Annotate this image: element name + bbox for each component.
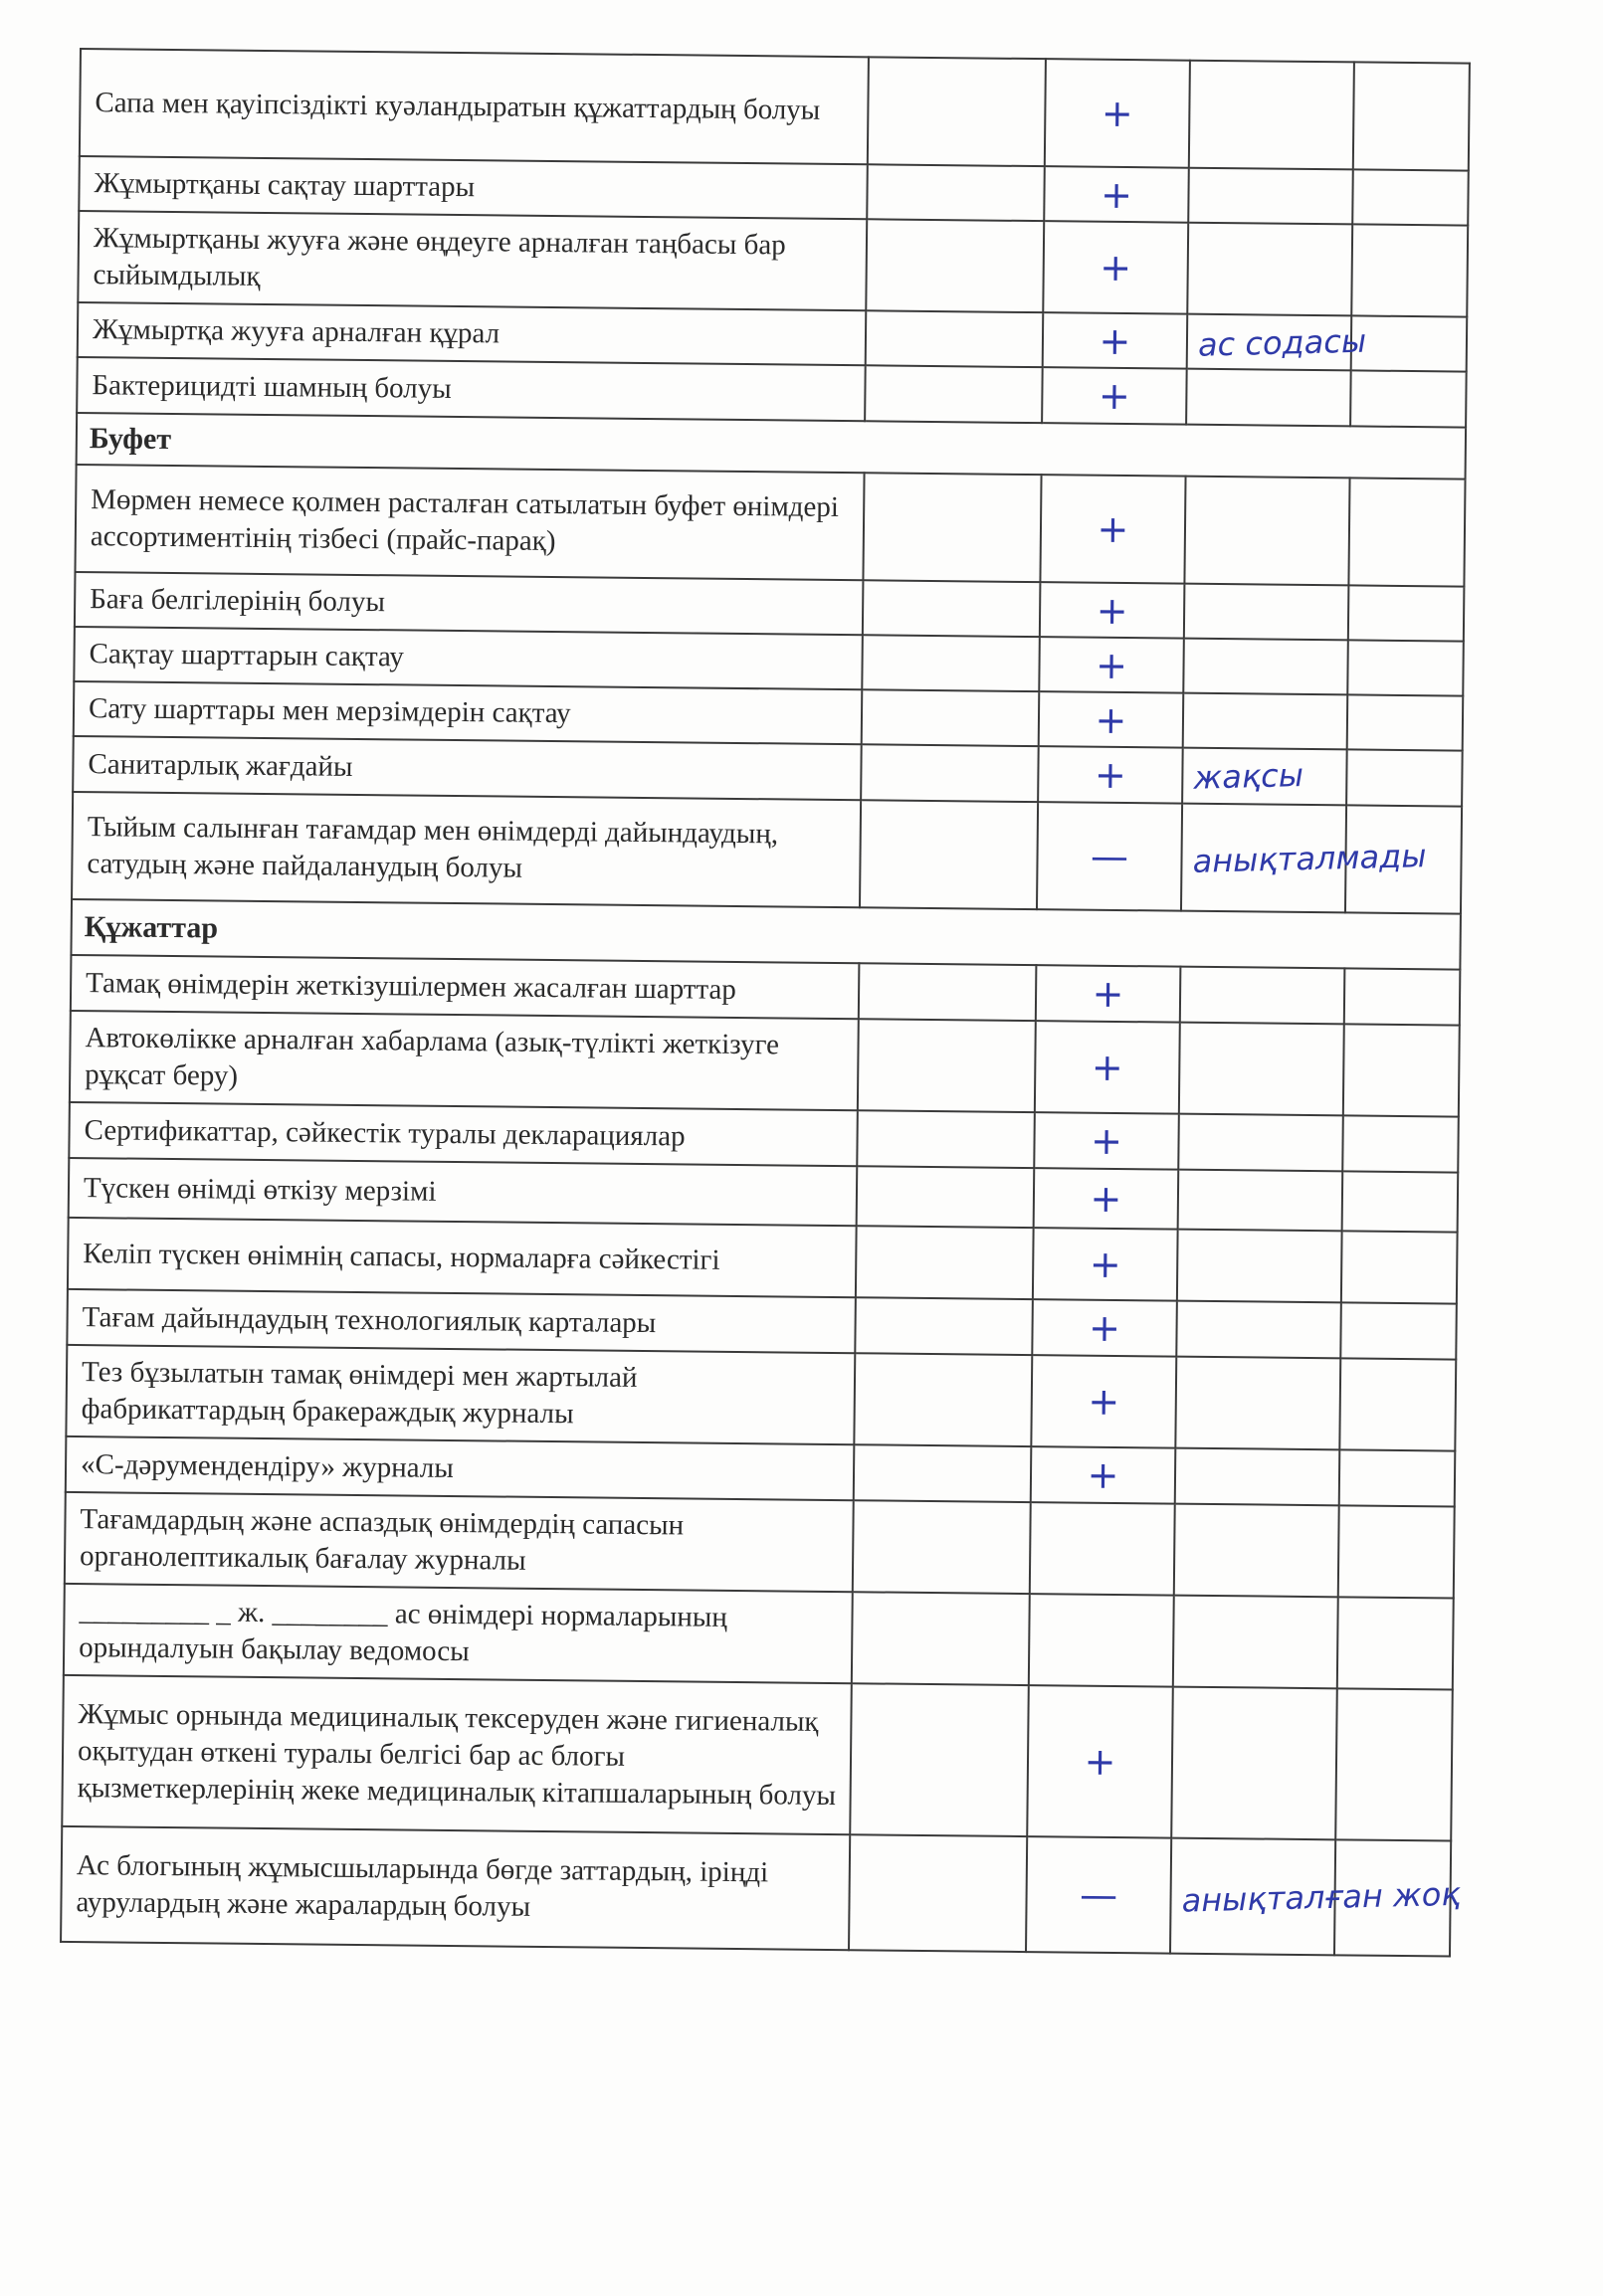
empty-cell: [862, 635, 1040, 691]
handwritten-mark: +: [1092, 971, 1124, 1017]
empty-cell: [1338, 1505, 1455, 1598]
note-cell: [1184, 477, 1349, 586]
empty-cell: [866, 310, 1044, 367]
item-text: Бактерицидті шамның болуы: [77, 357, 866, 421]
table-row: [66, 1345, 1456, 1451]
item-text: Тамақ өнімдерін жеткізушілермен жасалған шарттар: [71, 955, 860, 1019]
empty-cell: [1339, 1358, 1456, 1450]
note-cell: [1184, 584, 1349, 641]
item-text: Келіп түскен өнімнің сапасы, нормаларға сәйкестігі: [68, 1218, 857, 1297]
empty-cell: [853, 1500, 1031, 1594]
mark-cell: [1040, 475, 1185, 584]
handwritten-mark: +: [1095, 697, 1127, 742]
empty-cell: [852, 1592, 1030, 1685]
handwritten-mark: +: [1100, 172, 1133, 217]
table-row: [65, 1492, 1455, 1599]
item-text: Тағамдардың және аспаздық өнімдердің сапасын органолептикалық бағалау журналы: [65, 1492, 854, 1592]
table-row: [62, 1675, 1453, 1841]
note-cell: [1189, 61, 1354, 170]
empty-cell: [857, 1166, 1035, 1228]
item-text: Жұмыртқа жууға арналған құрал: [78, 302, 867, 365]
empty-cell: [857, 1110, 1035, 1168]
table-row: [61, 1826, 1451, 1957]
empty-cell: [868, 57, 1046, 166]
empty-cell: [849, 1834, 1027, 1952]
handwritten-mark: +: [1098, 373, 1131, 419]
handwritten-mark: +: [1088, 1305, 1121, 1351]
item-text: Баға белгілерінің болуы: [75, 572, 864, 635]
table-row: [75, 465, 1465, 587]
handwritten-mark: +: [1089, 1242, 1121, 1287]
empty-cell: [867, 164, 1045, 221]
mark-cell: [1043, 221, 1188, 314]
empty-cell: [1348, 585, 1465, 641]
empty-cell: [858, 1019, 1036, 1112]
item-text: _________ _ ж. ________ ас өнімдері нормаларының орындалуын бақылау ведомосы: [64, 1584, 853, 1683]
mark-cell: [1038, 746, 1183, 804]
handwritten-mark: +: [1100, 245, 1132, 290]
item-text: Автокөлікке арналған хабарлама (азық-түлікті жеткізуге рұқсат беру): [70, 1011, 859, 1110]
mark-cell: [1045, 59, 1190, 168]
empty-cell: [861, 744, 1039, 802]
handwritten-mark: +: [1087, 1452, 1119, 1498]
note-cell: [1173, 1596, 1338, 1689]
note-cell: [1171, 1687, 1337, 1840]
note-cell: [1182, 748, 1347, 806]
handwritten-mark: —: [1090, 834, 1129, 879]
empty-cell: [855, 1297, 1033, 1355]
empty-cell: [863, 580, 1041, 637]
empty-cell: [1350, 370, 1467, 427]
empty-cell: [1346, 749, 1463, 806]
handwritten-mark: +: [1101, 91, 1134, 136]
note-cell: [1177, 1230, 1342, 1303]
handwritten-note: анықталған жоқ: [1181, 1874, 1462, 1920]
note-cell: [1187, 223, 1352, 316]
handwritten-mark: +: [1084, 1739, 1116, 1784]
mark-cell: [1029, 1594, 1174, 1687]
empty-cell: [1343, 1024, 1460, 1116]
mark-cell: [1026, 1836, 1171, 1954]
empty-cell: [1347, 694, 1464, 750]
empty-cell: [854, 1444, 1032, 1502]
empty-cell: [854, 1353, 1032, 1446]
note-cell: [1176, 1301, 1341, 1359]
empty-cell: [1341, 1231, 1458, 1303]
note-cell: [1188, 168, 1353, 225]
item-text: «С-дәрумендендіру» журналы: [66, 1436, 855, 1500]
note-cell: [1175, 1448, 1340, 1506]
item-text: Тез бұзылатын тамақ өнімдері мен жартылай фабрикаттардың бракераждық журналы: [66, 1345, 855, 1444]
mark-cell: [1035, 1021, 1180, 1114]
checklist-table: [60, 48, 1471, 1958]
handwritten-mark: +: [1088, 1379, 1120, 1425]
handwritten-mark: —: [1079, 1872, 1118, 1918]
item-text: Тыйым салынған тағамдар мен өнімдерді дайындаудың, сатудың және пайдаланудың болуы: [72, 792, 861, 907]
empty-cell: [856, 1226, 1034, 1299]
item-text: Сапа мен қауіпсіздікті куәландыратын құжаттардың болуы: [80, 49, 869, 164]
note-cell: [1183, 639, 1348, 695]
item-text: Санитарлық жағдайы: [73, 736, 862, 800]
handwritten-note: анықталмады: [1192, 837, 1427, 880]
empty-cell: [1347, 640, 1464, 695]
note-cell: [1178, 1170, 1343, 1232]
note-cell: [1174, 1504, 1339, 1598]
mark-cell: [1043, 312, 1188, 369]
mark-cell: [1027, 1685, 1173, 1838]
section-title: Құжаттар: [71, 899, 1461, 970]
empty-cell: [863, 473, 1041, 582]
mark-cell: [1033, 1228, 1178, 1301]
handwritten-mark: +: [1097, 506, 1129, 552]
table-row: [64, 1584, 1454, 1690]
empty-cell: [1337, 1597, 1454, 1689]
mark-cell: [1042, 367, 1187, 425]
empty-cell: [1348, 478, 1465, 586]
mark-cell: [1039, 691, 1184, 748]
note-cell: [1186, 369, 1351, 427]
handwritten-mark: +: [1096, 588, 1128, 633]
table-row: [70, 1011, 1460, 1117]
empty-cell: [860, 800, 1038, 909]
note-cell: [1170, 1838, 1462, 1956]
handwritten-mark: +: [1095, 643, 1128, 687]
note-cell: [1179, 1023, 1344, 1116]
item-text: Сату шарттары мен мерзімдерін сақтау: [74, 681, 863, 744]
checklist-body: [61, 49, 1470, 1957]
checklist-sheet: [60, 48, 1469, 1958]
mark-cell: [1031, 1355, 1176, 1448]
empty-cell: [859, 963, 1037, 1021]
mark-cell: [1036, 965, 1181, 1023]
handwritten-mark: +: [1094, 752, 1127, 798]
mark-cell: [1039, 637, 1184, 693]
empty-cell: [1340, 1302, 1457, 1359]
item-text: Сертификаттар, сәйкестік туралы декларациялар: [69, 1102, 858, 1166]
mark-cell: [1040, 582, 1185, 639]
empty-cell: [1342, 1171, 1459, 1232]
item-text: Сақтау шарттарын сақтау: [74, 627, 863, 689]
item-text: Ас блогының жұмысшыларында бөгде заттардың, іріңді аурулардың және жаралардың болуы: [61, 1826, 850, 1950]
empty-cell: [1344, 968, 1461, 1025]
table-row: [78, 211, 1468, 317]
mark-cell: [1030, 1502, 1175, 1596]
empty-cell: [1353, 62, 1470, 170]
empty-cell: [1351, 224, 1468, 316]
empty-cell: [865, 365, 1043, 423]
note-cell: [1180, 967, 1345, 1025]
empty-cell: [1342, 1115, 1459, 1172]
note-cell: [1175, 1357, 1340, 1450]
note-cell: [1183, 693, 1348, 750]
empty-cell: [862, 689, 1040, 746]
item-text: Жұмыртқаны сақтау шарттары: [79, 156, 868, 219]
item-text: Жұмыртқаны жууға және өңдеуге арналған таңбасы бар сыйымдылық: [78, 211, 867, 310]
note-cell: [1187, 314, 1367, 371]
empty-cell: [1351, 315, 1468, 371]
mark-cell: [1034, 1112, 1179, 1170]
table-row: [80, 49, 1470, 171]
empty-cell: [866, 219, 1044, 312]
item-text: Мөрмен немесе қолмен расталған сатылатын буфет өнімдері ассортиментінің тізбесі (прайс-парақ): [75, 465, 864, 580]
empty-cell: [1352, 169, 1469, 225]
item-text: Тағам дайындаудың технологиялық карталары: [67, 1289, 856, 1353]
empty-cell: [850, 1683, 1029, 1836]
empty-cell: [1335, 1688, 1453, 1840]
item-text: Жұмыс орнында медициналық тексеруден және гигиеналық оқытудан өткені туралы белгісі бар ас блогы қызметкерлерінің жеке медициналық кітапшаларының болуы: [62, 1675, 852, 1834]
note-cell: [1181, 804, 1427, 913]
mark-cell: [1037, 802, 1182, 911]
mark-cell: [1031, 1446, 1176, 1504]
handwritten-mark: +: [1090, 1118, 1123, 1164]
handwritten-mark: +: [1090, 1176, 1122, 1222]
section-title: Буфет: [77, 413, 1466, 479]
handwritten-mark: +: [1091, 1045, 1123, 1090]
note-cell: [1178, 1114, 1343, 1172]
handwritten-note: жақсы: [1192, 755, 1304, 797]
table-row: [72, 792, 1462, 914]
mark-cell: [1032, 1299, 1177, 1357]
handwritten-mark: +: [1099, 318, 1131, 363]
mark-cell: [1044, 166, 1189, 223]
empty-cell: [1339, 1449, 1456, 1506]
handwritten-note: ас содасы: [1197, 321, 1367, 364]
item-text: Түскен өнімді өткізу мерзімі: [69, 1158, 858, 1226]
mark-cell: [1034, 1168, 1179, 1230]
